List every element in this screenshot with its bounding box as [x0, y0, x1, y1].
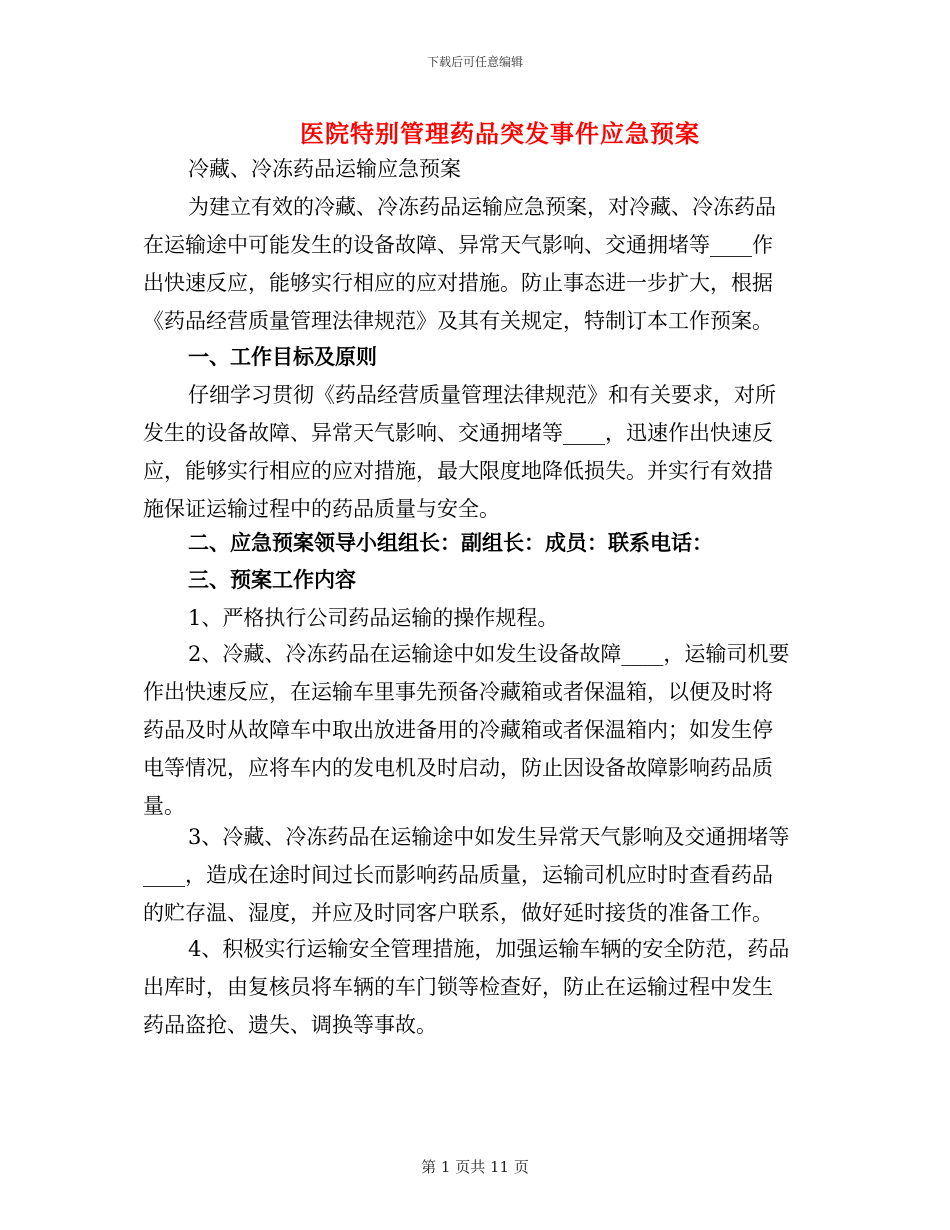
paragraph-line: 4、积极实行运输安全管理措施，加强运输车辆的安全防范，药品 — [188, 937, 790, 961]
page-header-note: 下载后可任意编辑 — [426, 55, 523, 69]
paragraph-line: 药品及时从故障车中取出放进备用的冷藏箱或者保温箱内；如发生停 — [143, 718, 773, 742]
section-heading: 一、工作目标及原则 — [188, 344, 377, 369]
section-2 — [143, 524, 808, 562]
section-1 — [143, 338, 808, 528]
paragraph-line: 药品盗抢、遗失、调换等事故。 — [143, 1013, 437, 1037]
section-3 — [143, 561, 808, 637]
subtitle-block — [143, 150, 808, 188]
section-heading: 二、应急预案领导小组组长：副组长：成员：联系电话： — [188, 530, 713, 555]
list-item: 1、严格执行公司药品运输的操作规程。 — [188, 606, 559, 630]
paragraph-line: 发生的设备故障、异常天气影响、交通拥堵等____，迅速作出快速反 — [143, 421, 773, 445]
item-3 — [143, 818, 808, 932]
paragraph-line: 施保证运输过程中的药品质量与安全。 — [143, 497, 500, 521]
paragraph-line: 3、冷藏、冷冻药品在运输途中如发生异常天气影响及交通拥堵等 — [188, 825, 790, 849]
subtitle: 冷藏、冷冻药品运输应急预案 — [188, 157, 461, 181]
paragraph-line: 作出快速反应，在运输车里事先预备冷藏箱或者保温箱，以便及时将 — [143, 680, 773, 704]
paragraph-line: 为建立有效的冷藏、冷冻药品运输应急预案，对冷藏、冷冻药品 — [188, 195, 776, 219]
paragraph-line: 应，能够实行相应的应对措施，最大限度地降低损失。并实行有效措 — [143, 459, 773, 483]
item-4 — [143, 930, 808, 1044]
paragraph-line: ____，造成在途时间过长而影响药品质量，运输司机应时时查看药品 — [143, 863, 773, 887]
paragraph-line: 《药品经营质量管理法律规范》及其有关规定，特制订本工作预案。 — [143, 309, 773, 333]
paragraph-line: 在运输途中可能发生的设备故障、异常天气影响、交通拥堵等____作 — [143, 233, 773, 257]
paragraph-line: 仔细学习贯彻《药品经营质量管理法律规范》和有关要求，对所 — [188, 383, 776, 407]
document-title: 医院特别管理药品突发事件应急预案 — [300, 119, 700, 148]
section-heading: 三、预案工作内容 — [188, 567, 356, 592]
paragraph-line: 出库时，由复核员将车辆的车门锁等检查好，防止在运输过程中发生 — [143, 975, 773, 999]
paragraph-line: 电等情况，应将车内的发电机及时启动，防止因设备故障影响药品质 — [143, 756, 773, 780]
paragraph-line: 的贮存温、湿度，并应及时同客户联系，做好延时接货的准备工作。 — [143, 901, 773, 925]
intro-paragraph — [143, 188, 808, 340]
paragraph-line: 出快速反应，能够实行相应的应对措施。防止事态进一步扩大，根据 — [143, 271, 773, 295]
item-2 — [143, 635, 808, 825]
paragraph-line: 2、冷藏、冷冻药品在运输途中如发生设备故障____，运输司机要 — [188, 642, 790, 666]
page-footer: 第 1 页共 11 页 — [421, 1158, 529, 1176]
paragraph-line: 量。 — [143, 794, 185, 818]
